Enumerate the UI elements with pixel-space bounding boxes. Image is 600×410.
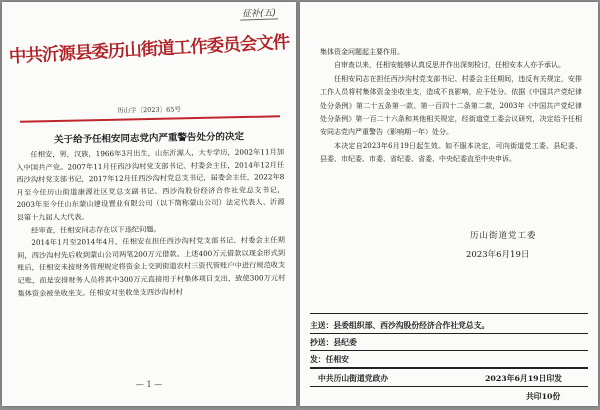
- right-page: [300, 2, 598, 406]
- cc-label: 抄送：: [310, 338, 334, 347]
- red-divider: [20, 115, 280, 122]
- body-paragraph: 任相安同志在担任西沙沟村党支部书记、村委会主任期间，违反有关规定，安排工作人员将村集体资金坐收坐支，造成不良影响，应予处分。依据《中国共产党纪律处分条例》第二十五条第一款、第一百四十二条第二款，2003年《中国共产党纪律处分条例》第一百二十六条和其他相关规定，经街道党工委会议研究，决定给予任相安同志党内严重警告（影响期一年）处分。: [320, 74, 582, 137]
- body-paragraph: 自审查以来，任相安能够认真反思并作出深刻检讨，任相安本人亦予承认。: [334, 61, 565, 70]
- main-recipients-label: 主送：: [310, 321, 334, 330]
- left-body: [16, 146, 286, 300]
- handwritten-note: 征补(五): [240, 5, 278, 20]
- send-label: 发：: [310, 355, 326, 364]
- page-number: — 1 —: [135, 380, 163, 389]
- document-title: 关于给予任相安同志党内严重警告处分的决定: [53, 131, 245, 146]
- main-recipients-row: [310, 320, 588, 331]
- footer-divider: [310, 313, 588, 314]
- document-header: 中共沂源县委历山街道工作委员会文件: [8, 32, 290, 68]
- footer-divider: [310, 367, 588, 369]
- document-number: 历山字〔2023〕65号: [117, 105, 181, 115]
- main-recipients: 县委组织部、西沙沟股份经济合作社党总支。: [333, 321, 490, 330]
- footer-divider: [310, 386, 588, 387]
- send-row: [310, 354, 588, 365]
- issuing-office: 中共历山街道党政办: [318, 374, 389, 383]
- cc-row: [310, 337, 588, 348]
- print-count: 共印10份: [526, 392, 561, 401]
- body-paragraph: 本决定自2023年6月19日起生效。如不服本决定，可向街道党工委、县纪委、县委、市纪委、市委、省纪委、省委、中央纪委直至中央申诉。: [320, 141, 582, 164]
- footer-divider: [310, 350, 588, 351]
- right-body: [320, 46, 582, 167]
- issue-date: 2023年6月19日印发: [485, 374, 562, 383]
- send-recipient: 任相安: [325, 355, 349, 364]
- signature-date: 2023年6月19日: [466, 250, 530, 260]
- body-paragraph: 任相安，男，汉族，1966年3月出生，山东沂源人，大专学历，2002年11月加入中国共产党。2007年11月任西沙沟村党支部书记、村委会主任，2014年12月任西沙沟村党支部书记，2017年12月任西沙沟村党总支书记，届委会主任，2022年8月至今任历山街道康源社区党总支副书记、西沙沟股份经济合作社党总支书记，2003年至今任山东蒙山建设置业有限公司（以下简称蒙山公司）法定代表人、沂源县第十九届人大代表。: [16, 147, 285, 222]
- left-page: [2, 2, 296, 406]
- body-paragraph: 经审查，任相安同志存在以下违纪问题。: [31, 224, 161, 235]
- signature-org: 历山街道党工委: [470, 231, 537, 241]
- body-paragraph: 集体资金问题起主要作用。: [320, 48, 404, 56]
- cc-recipients: 县纪委: [333, 338, 357, 347]
- body-paragraph: 2014年1月至2014年4月，任相安在担任西沙沟村党支部书记、村委会主任期间，西沙沟村先后收到蒙山公司两笔200万元借款。上述400万元借款以现金形式到账后，任相安未按财务管理规定将资金上交到街道农村三资代管账户中进行规范收支记账，而是安排财务人员将其中300万元直接用于村集体项目支出，致使300万元村集体资金被坐收坐支。任相安对坐收坐支西沙沟村村: [17, 235, 286, 298]
- footer-divider: [310, 333, 588, 334]
